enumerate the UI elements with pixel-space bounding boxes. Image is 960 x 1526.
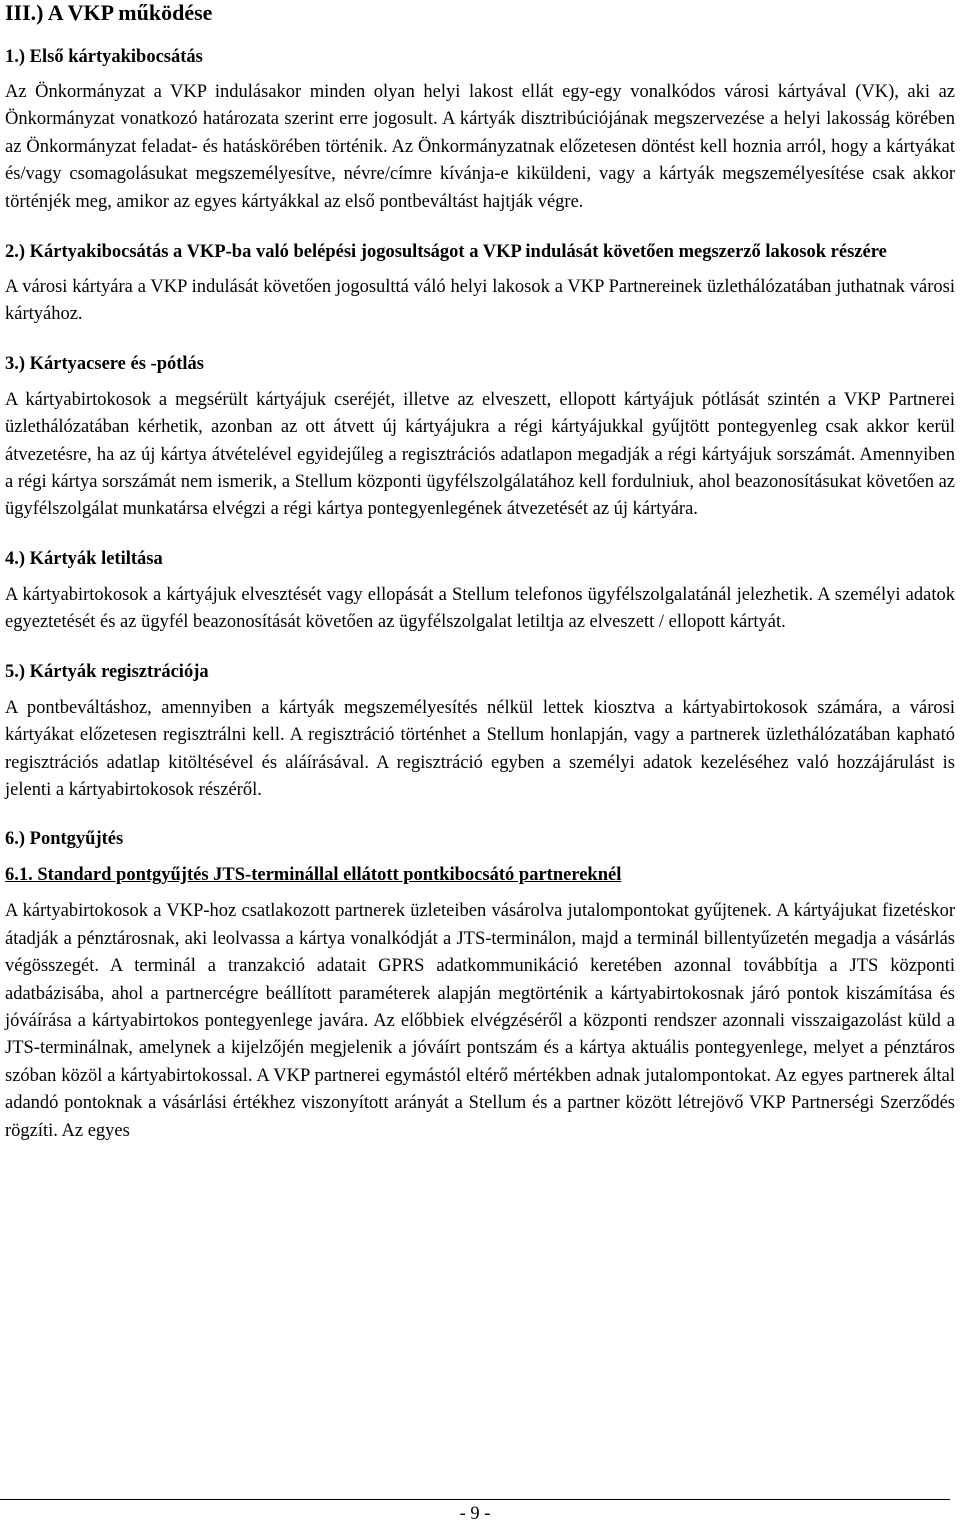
section-3 (5, 351, 955, 524)
section-heading: 1.) Első kártyakibocsátás (5, 47, 203, 67)
section-6 (5, 826, 955, 1145)
section-2 (5, 239, 955, 329)
section-heading: 3.) Kártyacsere és -pótlás (5, 353, 204, 374)
section-paragraph: A pontbeváltáshoz, amennyiben a kártyák megszemélyesítés nélkül lettek kiosztva a kártyabirtokosok számára, a városi kártyákat előzetesen regisztrálni kell. A regisztráció történhet a Stellum honlapján, vagy a partnerek üzlethálózatában kapható regisztrációs adatlap kitöltésével és aláírásával. A regisztráció egyben a személyi adatok kezeléséhez való hozzájárulást is jelenti a kártyabirtokosok részéről. (5, 697, 955, 800)
document-page (5, 0, 955, 1145)
section-paragraph: Az Önkormányzat a VKP indulásakor minden olyan helyi lakost ellát egy-egy vonalkódos városi kártyával (VK), aki az Önkormányzat vonatkozó határozata szerint erre jogosult. A kártyák disztribúciójának megszervezése a helyi lakosság körében az Önkormányzat feladat- és hatáskörében történik. Az Önkormányzatnak előzetesen döntést kell hoznia arról, hogy a kártyákat és/vagy csomagolásukat megszemélyesítve, névre/címre kívánja-e kiküldeni, vagy a kártyák megszemélyesítése csak akkor történjék meg, amikor az egyes kártyákkal az első pontbeváltást hajtják végre. (5, 82, 955, 212)
section-paragraph: A kártyabirtokosok a kártyájuk elvesztését vagy ellopását a Stellum telefonos ügyfélszolgalatánál jelezhetik. A személyi adatok egyeztetését és az ügyfél beazonosítását követően az ügyfélszolgalat letiltja az elveszett / ellopott kártyát. (5, 584, 955, 633)
section-heading: 4.) Kártyák letiltása (5, 548, 163, 569)
section-heading: 6.) Pontgyűjtés (5, 829, 124, 850)
section-subheading: 6.1. Standard pontgyűjtés JTS-terminállal ellátott pontkibocsátó partnereknél (5, 865, 622, 886)
section-heading: 2.) Kártyakibocsátás a VKP-ba való belépési jogosultságot a VKP indulását követően megszerző lakosok részére (5, 242, 887, 263)
section-5 (5, 659, 955, 805)
section-paragraph: A kártyabirtokosok a megsérült kártyájuk cseréjét, illetve az elveszett, ellopott kártyájuk pótlását szintén a VKP Partnerei üzlethálózatában kérhetik, azonban az ott átvett új kártyájukra a régi kártyájukkal gyűjtött pontegyenleg csak akkor kerül átvezetésre, ha az új kártya átvételével egyidejűleg a regisztrációs adatlapon megadják a régi kártyájuk sorszámát. Amennyiben a régi kártya sorszámát nem ismerik, a Stellum központi ügyfélszolgálatához kell fordulniuk, ahol beazonosításukat követően az ügyfélszolgálat munkatársa elvégzi a régi kártya pontegyenlegének átvezetését az új kártyára. (5, 389, 955, 520)
section-paragraph: A kártyabirtokosok a VKP-hoz csatlakozott partnerek üzleteiben vásárolva jutalompontokat gyűjtenek. A kártyájukat fizetéskor átadják a pénztárosnak, aki leolvassa a kártya vonalkódját a JTS-terminálon, majd a terminál billentyűzetén megadja a vásárlás végösszegét. A terminál a tranzakció adatait GPRS adatkommunikáció keretében azonnal továbbítja a JTS központi adatbázisába, ahol a partnercégre beállított paraméterek alapján megtörténik a kártyabirtokosnak járó pontok kiszámítása és jóváírása a kártyabirtokos pontegyenlege javára. Az előbbiek elvégzéséről a központi rendszer azonnali visszaigazolást küld a JTS-terminálnak, amelynek a kijelzőjén megjelenik a jóváírt pontszám és a kártya aktuális pontegyenlege, melyet a pénztáros szóban közöl a kártyabirtokossal. A VKP partnerei egymástól eltérő mértékben adnak jutalompontokat. Az egyes partnerek által adandó pontoknak a vásárlási értékhez viszonyított arányát a Stellum és a partner között létrejövő VKP Partnerségi Szerződés rögzíti. Az egyes (5, 901, 955, 1141)
section-paragraph: A városi kártyára a VKP indulását követően jogosulttá váló helyi lakosok a VKP Partnereinek üzlethálózatában juthatnak városi kártyához. (5, 277, 955, 325)
section-4 (5, 546, 955, 637)
main-heading: III.) A VKP működése (5, 0, 213, 25)
footer-divider (0, 1499, 950, 1500)
section-heading: 5.) Kártyák regisztrációja (5, 661, 209, 682)
page-number: - 9 - (459, 1504, 491, 1524)
section-1 (5, 44, 955, 216)
